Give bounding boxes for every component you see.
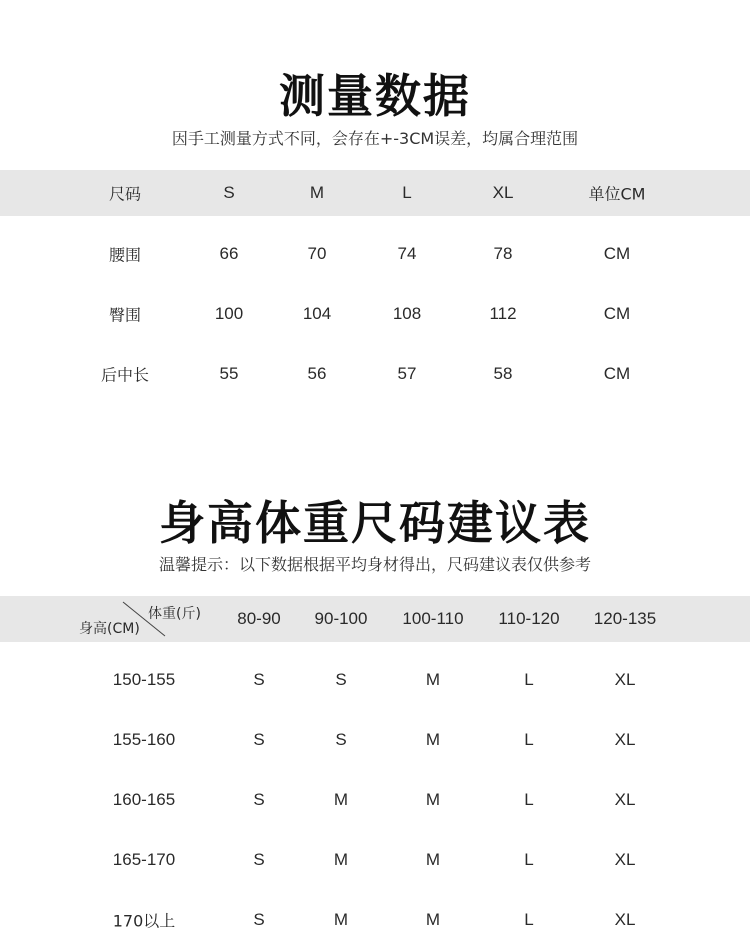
measurement-header-cell: 单位CM xyxy=(588,184,646,204)
measurement-cell: 58 xyxy=(493,364,513,383)
size-cell: S xyxy=(335,670,347,689)
size-cell: M xyxy=(333,850,349,869)
measurement-cell: 57 xyxy=(397,364,417,383)
size-cell: L xyxy=(524,730,534,749)
weight-range-header: 120-135 xyxy=(593,609,657,628)
height-range-label: 170以上 xyxy=(112,911,176,931)
corner-weight-label: 体重(斤) xyxy=(148,606,201,622)
measurement-cell: 55 xyxy=(219,364,239,383)
weight-range-header: 90-100 xyxy=(314,609,368,628)
size-cell: M xyxy=(333,790,349,809)
measurement-cell: 56 xyxy=(307,364,327,383)
size-cell: M xyxy=(333,910,349,929)
weight-range-header: 110-120 xyxy=(498,609,560,628)
recommendation-title: 身高体重尺码建议表 xyxy=(159,496,591,550)
measurement-cell: 70 xyxy=(307,244,327,263)
size-cell: XL xyxy=(614,850,636,869)
size-cell: M xyxy=(425,910,441,929)
height-range-label: 150-155 xyxy=(112,670,176,689)
measurement-cell: CM xyxy=(603,304,631,323)
measurement-header-cell: L xyxy=(402,183,412,202)
size-cell: M xyxy=(425,730,441,749)
size-cell: XL xyxy=(614,790,636,809)
measurement-cell: 108 xyxy=(392,304,422,323)
recommendation-subtitle: 温馨提示：以下数据根据平均身材得出，尺码建议表仅供参考 xyxy=(158,555,591,574)
measurement-cell: CM xyxy=(603,244,631,263)
size-cell: L xyxy=(524,670,534,689)
measurement-title: 测量数据 xyxy=(279,69,471,123)
size-cell: L xyxy=(524,790,534,809)
measurement-header-cell: XL xyxy=(492,183,514,202)
measurement-cell: 104 xyxy=(302,304,332,323)
size-cell: S xyxy=(253,850,265,869)
height-range-label: 155-160 xyxy=(112,730,176,749)
measurement-row-label: 臀围 xyxy=(108,305,142,325)
size-cell: M xyxy=(425,670,441,689)
weight-range-header: 100-110 xyxy=(402,609,464,628)
measurement-header-cell: M xyxy=(309,183,325,202)
measurement-row-label: 后中长 xyxy=(100,365,150,385)
measurement-row-label: 腰围 xyxy=(108,245,142,265)
size-cell: XL xyxy=(614,730,636,749)
measurement-cell: 66 xyxy=(219,244,239,263)
height-range-label: 160-165 xyxy=(112,790,176,809)
height-range-label: 165-170 xyxy=(112,850,176,869)
size-cell: S xyxy=(253,730,265,749)
measurement-cell: CM xyxy=(603,364,631,383)
size-cell: XL xyxy=(614,910,636,929)
measurement-cell: 74 xyxy=(397,244,417,263)
measurement-subtitle: 因手工测量方式不同，会存在+-3CM误差，均属合理范围 xyxy=(171,129,579,148)
corner-height-label: 身高(CM) xyxy=(79,621,140,637)
measurement-header-cell: S xyxy=(223,183,235,202)
measurement-cell: 112 xyxy=(489,304,517,323)
size-cell: L xyxy=(524,910,534,929)
size-cell: XL xyxy=(614,670,636,689)
size-cell: S xyxy=(253,670,265,689)
size-cell: S xyxy=(335,730,347,749)
size-cell: L xyxy=(524,850,534,869)
measurement-header-cell: 尺码 xyxy=(108,184,142,204)
measurement-cell: 100 xyxy=(214,304,244,323)
size-cell: S xyxy=(253,910,265,929)
measurement-cell: 78 xyxy=(493,244,513,263)
size-cell: S xyxy=(253,790,265,809)
size-cell: M xyxy=(425,790,441,809)
weight-range-header: 80-90 xyxy=(237,609,281,628)
size-cell: M xyxy=(425,850,441,869)
